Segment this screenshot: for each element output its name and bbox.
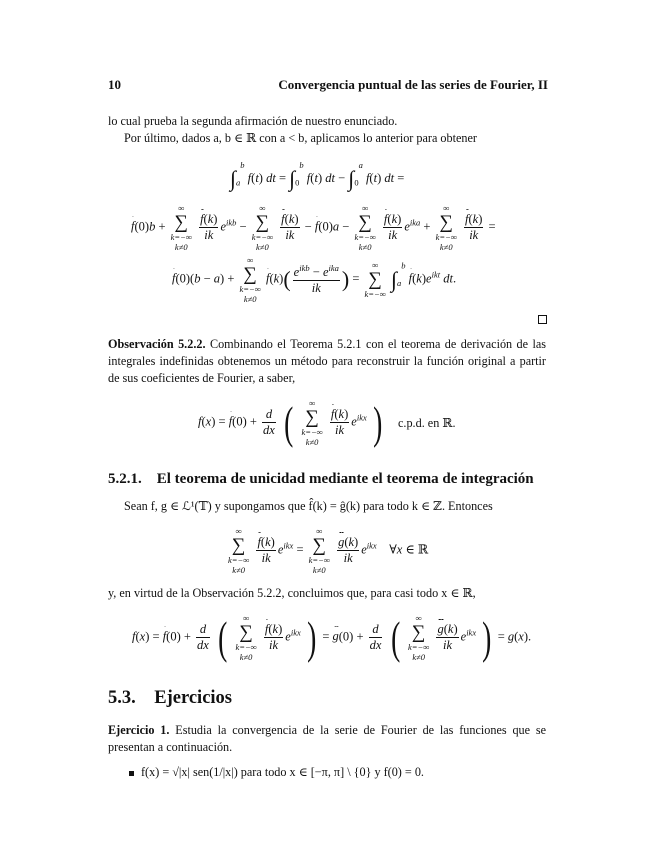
subsection-heading bbox=[108, 471, 534, 488]
qed-symbol bbox=[538, 315, 547, 324]
formula-note: c.p.d. en ℝ. bbox=[398, 416, 456, 430]
section-number: 5.3. bbox=[108, 688, 136, 708]
exercise-paragraph bbox=[108, 722, 546, 756]
text-line-2: Por último, dados a, b ∈ ℝ con a < b, aplicamos lo anterior para obtener bbox=[124, 131, 477, 145]
equation-equal-series: ∞ ∑ k=−∞ k≠0 $\frac{f(k)}{ik}$ $e^{ikx}$ = ∞ ∑ k=−∞ k≠0 $\frac{g(k)}{ik}$ $e^{ikx}$ ∀x ∈ ℝ bbox=[228, 526, 429, 575]
page-number: 10 bbox=[108, 77, 121, 92]
exercise-text: Estudia la convergencia de la serie de Fourier de las funciones que se presentan a continuación. bbox=[108, 723, 547, 754]
equation-result: f(0)(b − a) + ∞ ∑ k=−∞ k≠0 f(k)( $\frac{e^{ikb} - e^{ika}}{ik}$ ) = ∞ ∑ k=−∞ $\int_a^b$ $f(k)e^{ikt}$ dt. bbox=[172, 255, 457, 304]
bullet-marker bbox=[129, 771, 134, 776]
exercise-label: Ejercicio 1. bbox=[108, 723, 170, 737]
subsection-title: El teorema de unicidad mediante el teorema de integración bbox=[156, 471, 534, 487]
observation-label: Observación 5.2.2. bbox=[108, 337, 206, 351]
subsection-sentence-2: y, en virtud de la Observación 5.2.2, concluimos que, para casi todo x ∈ ℝ, bbox=[108, 586, 476, 600]
bullet-item-1: f(x) = √|x| sen(1/|x|) para todo x ∈ [−π, π] \ {0} y f(0) = 0. bbox=[141, 765, 424, 779]
equation-series-expansion: f(0)b + ∞ ∑ k=−∞ k≠0 $\frac{f(k)}{ik}$ $e^{ikb}$ − ∞ ∑ k=−∞ k≠0 $\frac{f(k)}{ik}$ − f(0)a − ∞ ∑ k=−∞ k≠0 $\frac{f(k)}{ik}$ $e^{ika}$ + ∞ ∑ k=−∞ k≠0 $\frac{f(k)}{ik}$ = bbox=[131, 203, 496, 252]
observation-text: Combinando el Teorema 5.2.1 con el teorema de derivación de las integrales indefinidas obtenemos un método para reconstruir la función original a partir de sus coeficientes de Fourier, a saber, bbox=[108, 337, 547, 385]
section-title: Ejercicios bbox=[154, 688, 232, 708]
section-heading bbox=[108, 688, 232, 709]
equation-uniqueness: f(x) = f(0) + $\frac{d}{dx}$ ( ∞ ∑ k=−∞ k≠0 $\frac{f(k)}{ik}$ $e^{ikx}$ ) = g(0) + $\frac{d}{dx}$ ( ∞ ∑ k=−∞ k≠0 $\frac{g(k)}{ik}$ $e^{ikx}$ ) = g(x). bbox=[132, 611, 532, 663]
equation-reconstruction: f(x) = f(0) + $\frac{d}{dx}$ ( ∞ ∑ k=−∞ k≠0 $\frac{f(k)}{ik}$ $e^{ikx}$ ) bbox=[198, 396, 383, 448]
equation-integral-split: $\int_a^b$ f(t) dt = $\int_0^b$ f(t) dt − $\int_0^a$ f(t) dt = bbox=[230, 160, 405, 192]
subsection-number: 5.2.1. bbox=[108, 471, 142, 487]
running-title: Convergencia puntual de las series de Fourier, II bbox=[278, 77, 548, 92]
text-line-1: lo cual prueba la segunda afirmación de nuestro enunciado. bbox=[108, 114, 398, 128]
observation-paragraph bbox=[108, 336, 546, 387]
subsection-sentence-1: Sean f, g ∈ ℒ¹(𝕋) y supongamos que f̂(k) = ĝ(k) para todo k ∈ ℤ. Entonces bbox=[124, 499, 493, 513]
